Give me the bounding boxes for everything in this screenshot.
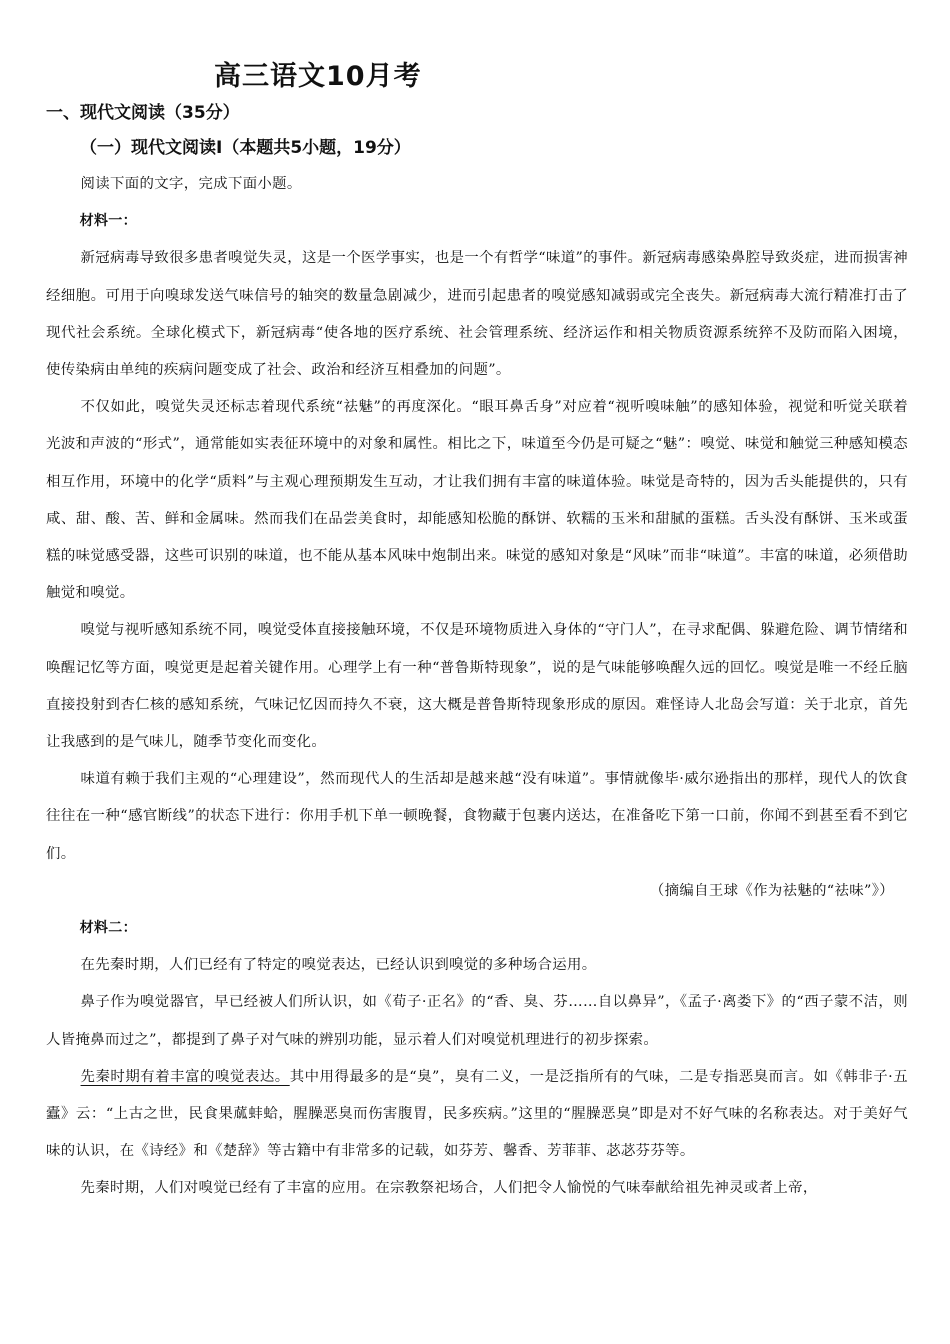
material-two-paragraph: 先秦时期，人们对嗅觉已经有了丰富的应用。在宗教祭祀场合，人们把令人愉悦的气味奉献给祖先神灵或者上帝， [80,1180,818,1197]
subsection-heading: （一）现代文阅读Ⅰ（本题共5小题，19分） [80,138,411,158]
material-one-source: （摘编自王球《作为祛魅的“祛味”》） [649,882,894,899]
section-heading: 一、现代文阅读（35分） [46,103,240,123]
material-one-label: 材料一： [79,213,137,230]
paragraph-continuation: 其中用得最多的是“臭”，臭有二义，一是泛指所有的气味，二是专指恶臭而言。如《韩非子·五蠹》云：“上古之世，民食果蓏蚌蛤，腥臊恶臭而伤害腹胃，民多疾病。”这里的“腥臊恶臭”即是对不好气味的名称表达。对于美好气味的认识，在《诗经》和《楚辞》等古籍中有非常多的记载，如芬芳、馨香、芳菲菲、苾苾芬芬等。 [46,1068,909,1160]
material-one-paragraph: 新冠病毒导致很多患者嗅觉失灵，这是一个医学事实，也是一个有哲学“味道”的事件。新冠病毒感染鼻腔导致炎症，进而损害神经细胞。可用于向嗅球发送气味信号的轴突的数量急剧减少，进而引起患者的嗅觉感知减弱或完全丧失。新冠病毒大流行精准打击了现代社会系统。全球化模式下，新冠病毒“使各地的医疗系统、社会管理系统、经济运作和相关物质资源系统猝不及防而陷入困境，使传染病由单纯的疾病问题变成了社会、政治和经济互相叠加的问题”。 [46,250,908,379]
material-two-paragraph: 鼻子作为嗅觉器官，早已经被人们所认识，如《荀子·正名》的“香、臭、芬……自以鼻异”，《孟子·离娄下》的“西子蒙不洁，则人皆掩鼻而过之”，都提到了鼻子对气味的辨别功能，显示着人们对嗅觉机理进行的初步探索。 [46,994,908,1048]
material-two-label: 材料二： [79,920,137,937]
material-two-paragraph [46,1059,908,1171]
exam-title: 高三语文10月考 [214,61,422,92]
material-one-paragraph: 不仅如此，嗅觉失灵还标志着现代系统“祛魅”的再度深化。“眼耳鼻舌身”对应着“视听嗅味触”的感知体验，视觉和听觉关联着光波和声波的“形式”，通常能如实表征环境中的对象和属性。相比之下，味道至今仍是可疑之“魅”：嗅觉、味觉和触觉三种感知模态相互作用，环境中的化学“质料”与主观心理预期发生互动，才让我们拥有丰富的味道体验。味觉是奇特的，因为舌头能提供的，只有咸、甜、酸、苦、鲜和金属味。然而我们在品尝美食时，却能感知松脆的酥饼、软糯的玉米和甜腻的蛋糕。舌头没有酥饼、玉米或蛋糕的味觉感受器，这些可识别的味道，也不能从基本风味中炮制出来。味觉的感知对象是“风味”而非“味道”。丰富的味道，必须借助触觉和嗅觉。 [46,399,908,602]
material-one-paragraph: 味道有赖于我们主观的“心理建设”，然而现代人的生活却是越来越“没有味道”。事情就像毕·威尔逊指出的那样，现代人的饮食往往在一种“感官断线”的状态下进行：你用手机下单一顿晚餐，食物藏于包裹内送达，在准备吃下第一口前，你闻不到甚至看不到它们。 [46,771,908,862]
document-body [46,166,908,1208]
underlined-sentence: 先秦时期有着丰富的嗅觉表达。 [80,1068,290,1085]
material-one-paragraph: 嗅觉与视听感知系统不同，嗅觉受体直接接触环境，不仅是环境物质进入身体的“守门人”，在寻求配偶、躲避危险、调节情绪和唤醒记忆等方面，嗅觉更是起着关键作用。心理学上有一种“普鲁斯特现象”，说的是气味能够唤醒久远的回忆。嗅觉是唯一不经丘脑直接投射到杏仁核的感知系统，气味记忆因而持久不衰，这大概是普鲁斯特现象形成的原因。难怪诗人北岛会写道：关于北京，首先让我感到的是气味儿，随季节变化而变化。 [46,622,908,751]
material-two-paragraph: 在先秦时期，人们已经有了特定的嗅觉表达，已经认识到嗅觉的多种场合运用。 [80,957,597,974]
instruction-text: 阅读下面的文字，完成下面小题。 [80,176,302,192]
